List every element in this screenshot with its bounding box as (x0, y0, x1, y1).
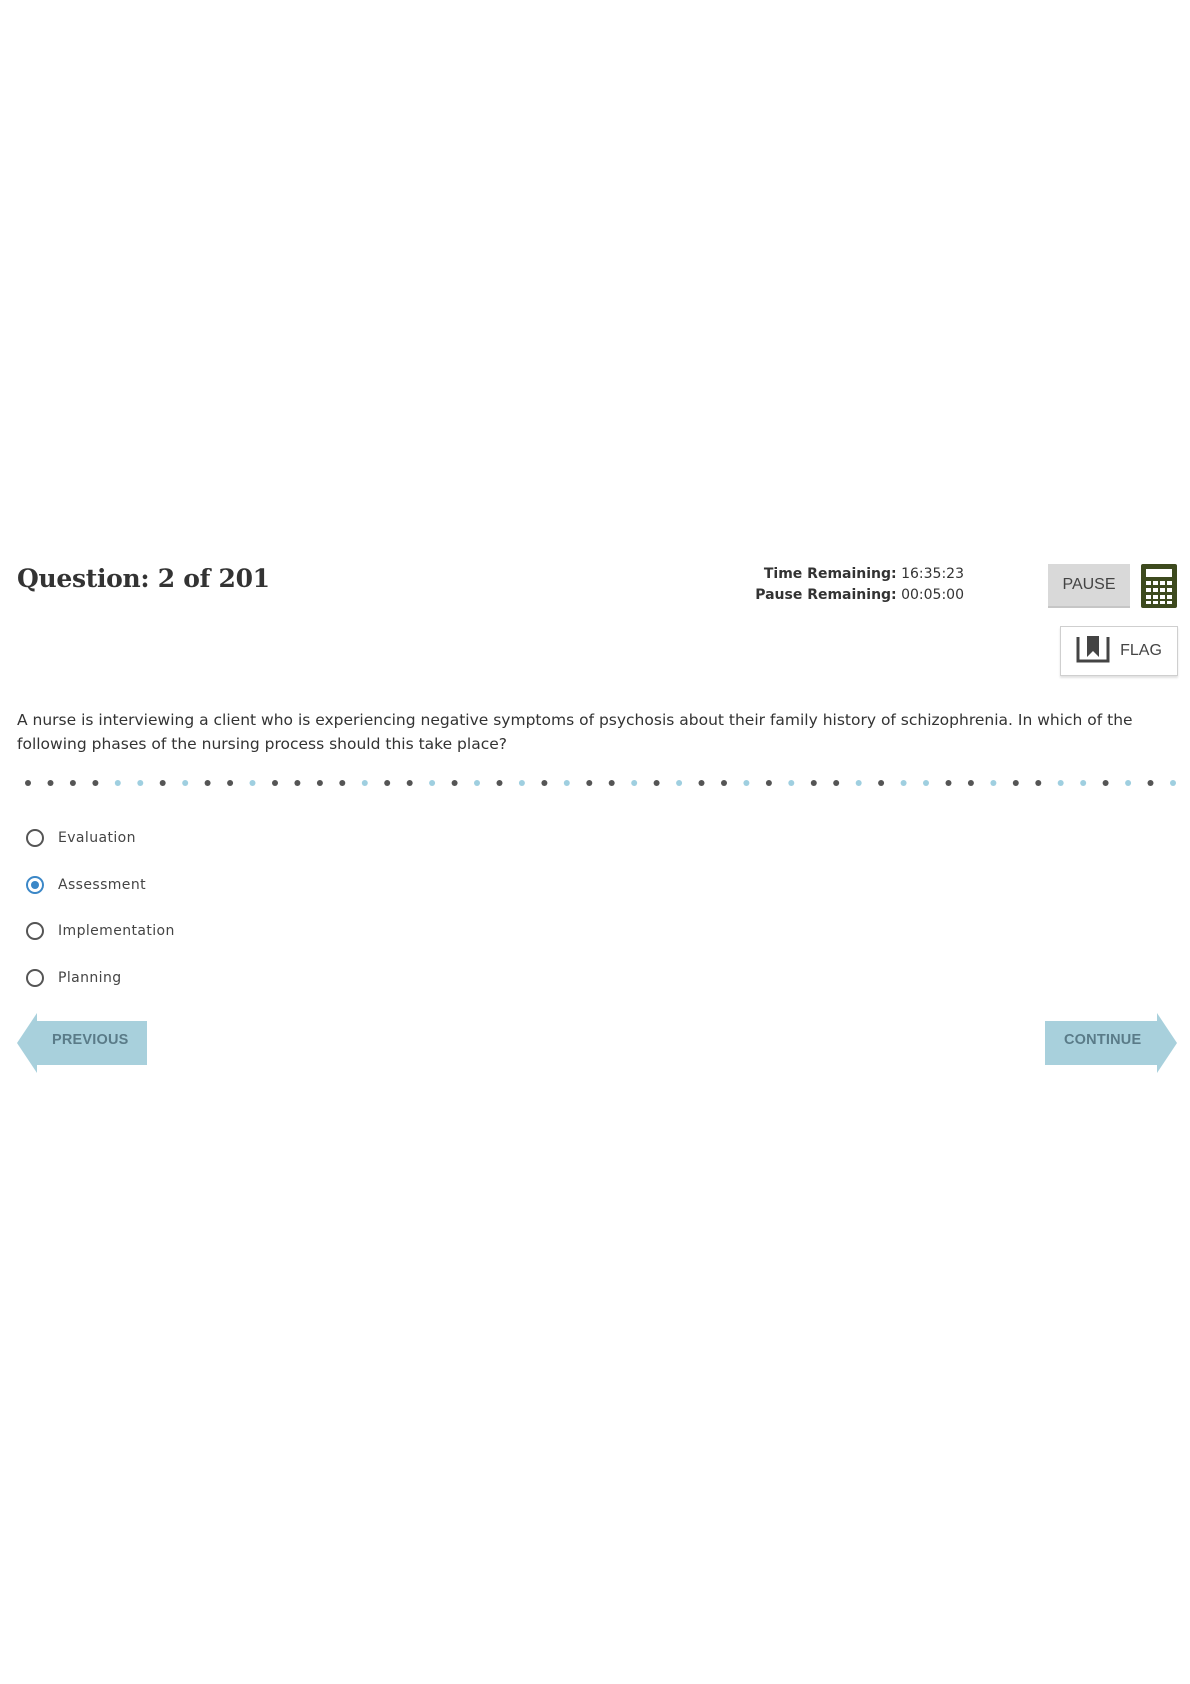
divider-dot (250, 780, 256, 786)
divider-dot (25, 780, 31, 786)
divider-dot (519, 780, 525, 786)
bookmark-icon (1076, 634, 1110, 668)
divider-dot (586, 780, 592, 786)
dot-divider (20, 778, 1180, 788)
previous-button[interactable] (17, 1013, 152, 1073)
divider-dot (766, 780, 772, 786)
timer-panel (755, 564, 964, 606)
answer-options (26, 815, 175, 1001)
flag-label: FLAG (1120, 642, 1162, 659)
divider-dot (182, 780, 188, 786)
option-label: Implementation (58, 923, 175, 940)
divider-dot (384, 780, 390, 786)
question-text: A nurse is interviewing a client who is experiencing negative symptoms of psychosis about their family history of schizophrenia. In which of the following phases of the nursing process should this take place? (17, 711, 1133, 753)
continue-button[interactable] (1045, 1013, 1180, 1073)
divider-dot (339, 780, 345, 786)
divider-dot (968, 780, 974, 786)
divider-dot (699, 780, 705, 786)
divider-dot (1148, 780, 1154, 786)
divider-dot (856, 780, 862, 786)
previous-label: PREVIOUS (52, 1032, 129, 1048)
divider-dot (70, 780, 76, 786)
time-remaining (755, 564, 964, 585)
divider-dot (1125, 780, 1131, 786)
pause-remaining (755, 585, 964, 606)
option-label: Planning (58, 969, 122, 986)
pause-remaining-label: Pause Remaining: (755, 587, 897, 603)
divider-dot (272, 780, 278, 786)
pause-button[interactable]: PAUSE (1048, 564, 1130, 608)
flag-button[interactable] (1060, 626, 1178, 676)
divider-dot (631, 780, 637, 786)
divider-dot (609, 780, 615, 786)
divider-dot (227, 780, 233, 786)
divider-dot (407, 780, 413, 786)
divider-dot (743, 780, 749, 786)
time-remaining-label: Time Remaining: (763, 566, 897, 582)
calculator-icon[interactable] (1141, 564, 1177, 608)
option-assessment[interactable] (26, 862, 175, 909)
divider-dot (317, 780, 323, 786)
divider-dot (1013, 780, 1019, 786)
divider-dot (429, 780, 435, 786)
divider-dot (1103, 780, 1109, 786)
divider-dot (788, 780, 794, 786)
divider-dot (946, 780, 952, 786)
divider-dot (811, 780, 817, 786)
divider-dot (676, 780, 682, 786)
divider-dot (115, 780, 121, 786)
time-remaining-value: 16:35:23 (901, 566, 964, 582)
divider-dot (1058, 780, 1064, 786)
divider-dot (1080, 780, 1086, 786)
divider-dot (137, 780, 143, 786)
divider-dot (474, 780, 480, 786)
question-counter: Question: 2 of 201 (17, 564, 270, 593)
divider-dot (294, 780, 300, 786)
divider-dot (878, 780, 884, 786)
option-label: Assessment (58, 876, 146, 893)
divider-dot (541, 780, 547, 786)
option-planning[interactable] (26, 955, 175, 1002)
option-implementation[interactable] (26, 908, 175, 955)
divider-dot (452, 780, 458, 786)
divider-dot (497, 780, 503, 786)
divider-dot (833, 780, 839, 786)
radio-button-selected[interactable] (26, 876, 44, 894)
divider-dot (205, 780, 211, 786)
divider-dot (48, 780, 54, 786)
divider-dot (564, 780, 570, 786)
pause-remaining-value: 00:05:00 (901, 587, 964, 603)
divider-dot (654, 780, 660, 786)
divider-dot (362, 780, 368, 786)
divider-dot (721, 780, 727, 786)
option-label: Evaluation (58, 830, 136, 847)
radio-button[interactable] (26, 922, 44, 940)
radio-button[interactable] (26, 969, 44, 987)
divider-dot (1170, 780, 1176, 786)
divider-dot (923, 780, 929, 786)
divider-dot (92, 780, 98, 786)
divider-dot (160, 780, 166, 786)
divider-dot (1035, 780, 1041, 786)
radio-button[interactable] (26, 829, 44, 847)
continue-label: CONTINUE (1064, 1032, 1142, 1048)
option-evaluation[interactable] (26, 815, 175, 862)
divider-dot (901, 780, 907, 786)
divider-dot (990, 780, 996, 786)
